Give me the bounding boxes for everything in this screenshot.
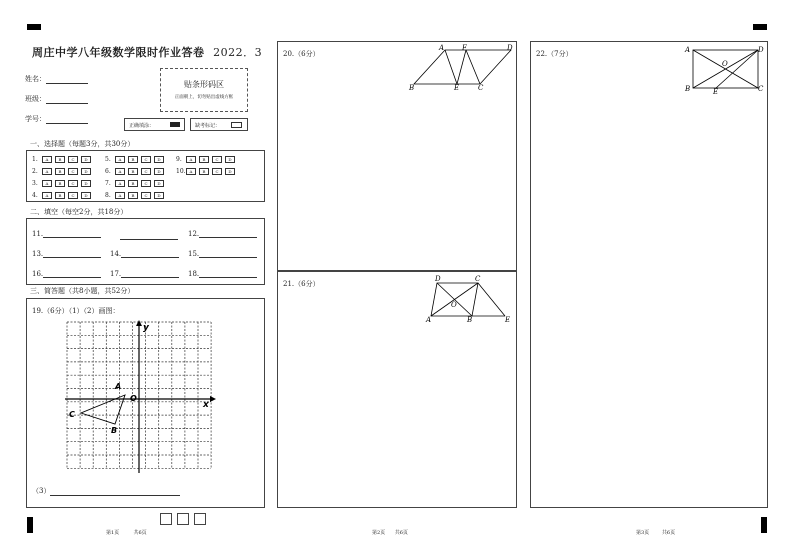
choice-question-number: 10. [176, 168, 186, 175]
bottom-box-1 [160, 513, 172, 525]
q21-point-e: E [505, 316, 511, 324]
choice-bubble-8-c[interactable]: C [141, 192, 151, 199]
choice-question-number: 6. [105, 168, 111, 175]
point-label-c: C [69, 410, 75, 419]
q20-point-e: E [454, 84, 460, 92]
q22-point-o: O [722, 60, 728, 68]
choice-bubble-4-c[interactable]: C [68, 192, 78, 199]
q19-part3[interactable]: （3） [32, 486, 180, 496]
class-field[interactable]: 班级： [25, 94, 88, 104]
fill-blank-extra-line[interactable] [120, 239, 178, 240]
fill-blank-12[interactable]: 12. [188, 230, 257, 238]
bottom-box-2 [177, 513, 189, 525]
fill-blank-15[interactable]: 15. [188, 250, 257, 258]
choice-bubble-3-a[interactable]: A [42, 180, 52, 187]
q22-point-c: C [758, 85, 764, 93]
choice-bubble-2-a[interactable]: A [42, 168, 52, 175]
correct-fill-legend: 正确填涂： [124, 118, 185, 131]
barcode-area [160, 68, 248, 112]
choice-question-number: 7. [105, 180, 111, 187]
filled-mark-icon [170, 122, 180, 127]
choice-bubble-1-a[interactable]: A [42, 156, 52, 163]
choice-question-6 [105, 168, 167, 175]
footer-page1: 第1页 共6页 [106, 530, 147, 536]
choice-bubble-4-a[interactable]: A [42, 192, 52, 199]
section-choice-heading: 一、选择题（每题3分，共30分） [30, 140, 135, 148]
fill-blank-11[interactable]: 11. [32, 230, 101, 238]
choice-bubble-6-a[interactable]: A [115, 168, 125, 175]
barcode-note: 正面朝上，切勿贴出虚线方框 [174, 95, 234, 100]
choice-question-1 [32, 156, 94, 163]
page-title: 周庄中学八年级数学限时作业答卷 2022．3 [32, 46, 263, 59]
q21-point-o: O [451, 301, 457, 309]
q21-point-c: C [475, 275, 481, 283]
q21-point-a: A [426, 316, 432, 324]
fill-blank-18[interactable]: 18. [188, 270, 257, 278]
choice-bubble-9-c[interactable]: C [212, 156, 222, 163]
q22-point-e: E [713, 88, 719, 95]
choice-bubble-9-d[interactable]: D [225, 156, 235, 163]
choice-bubble-3-c[interactable]: C [68, 180, 78, 187]
choice-bubble-5-c[interactable]: C [141, 156, 151, 163]
q19-coordinate-grid [60, 318, 225, 473]
choice-bubble-5-a[interactable]: A [115, 156, 125, 163]
choice-bubble-3-d[interactable]: D [81, 180, 91, 187]
choice-question-number: 4. [32, 192, 38, 199]
choice-bubble-1-b[interactable]: B [55, 156, 65, 163]
q21-point-d: D [435, 275, 441, 283]
choice-question-10 [176, 168, 238, 175]
choice-question-2 [32, 168, 94, 175]
bottom-box-3 [194, 513, 206, 525]
choice-bubble-2-b[interactable]: B [55, 168, 65, 175]
choice-bubble-1-d[interactable]: D [81, 156, 91, 163]
choice-question-number: 2. [32, 168, 38, 175]
absent-mark-legend: 缺考标记： [190, 118, 248, 131]
q22-label: 22.（7分） [536, 50, 573, 58]
choice-question-4 [32, 192, 94, 199]
choice-bubble-10-d[interactable]: D [225, 168, 235, 175]
q20-label: 20.（6分） [283, 50, 320, 58]
choice-question-number: 5. [105, 156, 111, 163]
section-answer-heading: 三、简答题（共8小题，共52分） [30, 287, 135, 295]
choice-bubble-1-c[interactable]: C [68, 156, 78, 163]
q20-point-f: F [462, 44, 467, 52]
q22-figure [682, 43, 768, 95]
choice-bubble-2-d[interactable]: D [81, 168, 91, 175]
choice-question-number: 1. [32, 156, 38, 163]
origin-label: O [130, 394, 137, 403]
footer-page3: 第3页 共6页 [636, 530, 676, 536]
choice-bubble-6-b[interactable]: B [128, 168, 138, 175]
choice-question-7 [105, 180, 167, 187]
choice-bubble-10-c[interactable]: C [212, 168, 222, 175]
footer-page2: 第2页 共6页 [372, 530, 408, 536]
choice-bubble-10-a[interactable]: A [186, 168, 196, 175]
choice-bubble-9-a[interactable]: A [186, 156, 196, 163]
fill-blank-16[interactable]: 16. [32, 270, 101, 278]
fill-blank-14[interactable]: 14. [110, 250, 179, 258]
choice-bubble-4-d[interactable]: D [81, 192, 91, 199]
name-field[interactable]: 姓名： [25, 74, 88, 84]
q22-point-b: B [685, 85, 691, 93]
choice-bubble-8-d[interactable]: D [154, 192, 164, 199]
choice-bubble-2-c[interactable]: C [68, 168, 78, 175]
q20-point-c: C [478, 84, 484, 92]
choice-bubble-9-b[interactable]: B [199, 156, 209, 163]
q21-point-b: B [467, 316, 473, 324]
q19-label: 19.（6分）（1）（2）画图： [32, 307, 120, 315]
q22-point-a: A [685, 46, 691, 54]
q22-answer-box [530, 41, 768, 508]
y-axis-arrow [136, 320, 142, 326]
choice-bubble-3-b[interactable]: B [55, 180, 65, 187]
fill-blank-13[interactable]: 13. [32, 250, 101, 258]
choice-question-number: 9. [176, 156, 182, 163]
choice-bubble-5-b[interactable]: B [128, 156, 138, 163]
corner-mark-bottom-right [761, 517, 767, 533]
id-field[interactable]: 学号： [25, 114, 88, 124]
section-fill-heading: 二、填空（每空2分，共18分） [30, 208, 128, 216]
q20-point-b: B [409, 84, 415, 92]
q20-point-d: D [507, 44, 513, 52]
barcode-title: 贴条形码区 [184, 80, 224, 89]
choice-question-3 [32, 180, 94, 187]
choice-question-8 [105, 192, 167, 199]
choice-bubble-10-b[interactable]: B [199, 168, 209, 175]
q20-figure [405, 42, 520, 94]
choice-bubble-7-d[interactable]: D [154, 180, 164, 187]
axis-label-y: y [143, 323, 149, 333]
axis-label-x: x [203, 400, 209, 410]
q20-point-a: A [439, 44, 445, 52]
point-label-a: A [115, 382, 122, 391]
choice-bubble-8-a[interactable]: A [115, 192, 125, 199]
x-axis-arrow [210, 396, 216, 402]
choice-bubble-7-c[interactable]: C [141, 180, 151, 187]
corner-mark-top-left [27, 24, 41, 30]
choice-bubble-5-d[interactable]: D [154, 156, 164, 163]
absent-checkbox[interactable] [231, 122, 242, 128]
choice-bubble-7-b[interactable]: B [128, 180, 138, 187]
fill-blank-17[interactable]: 17. [110, 270, 179, 278]
choice-bubble-6-d[interactable]: D [154, 168, 164, 175]
choice-question-number: 8. [105, 192, 111, 199]
choice-bubble-4-b[interactable]: B [55, 192, 65, 199]
choice-bubble-6-c[interactable]: C [141, 168, 151, 175]
choice-question-5 [105, 156, 167, 163]
choice-question-9 [176, 156, 238, 163]
choice-bubble-7-a[interactable]: A [115, 180, 125, 187]
choice-bubble-8-b[interactable]: B [128, 192, 138, 199]
corner-mark-bottom-left [27, 517, 33, 533]
q21-figure [425, 274, 517, 324]
q22-point-d: D [758, 46, 764, 54]
q21-label: 21.（6分） [283, 280, 320, 288]
corner-mark-top-right [753, 24, 767, 30]
point-label-b: B [111, 426, 118, 435]
choice-question-number: 3. [32, 180, 38, 187]
